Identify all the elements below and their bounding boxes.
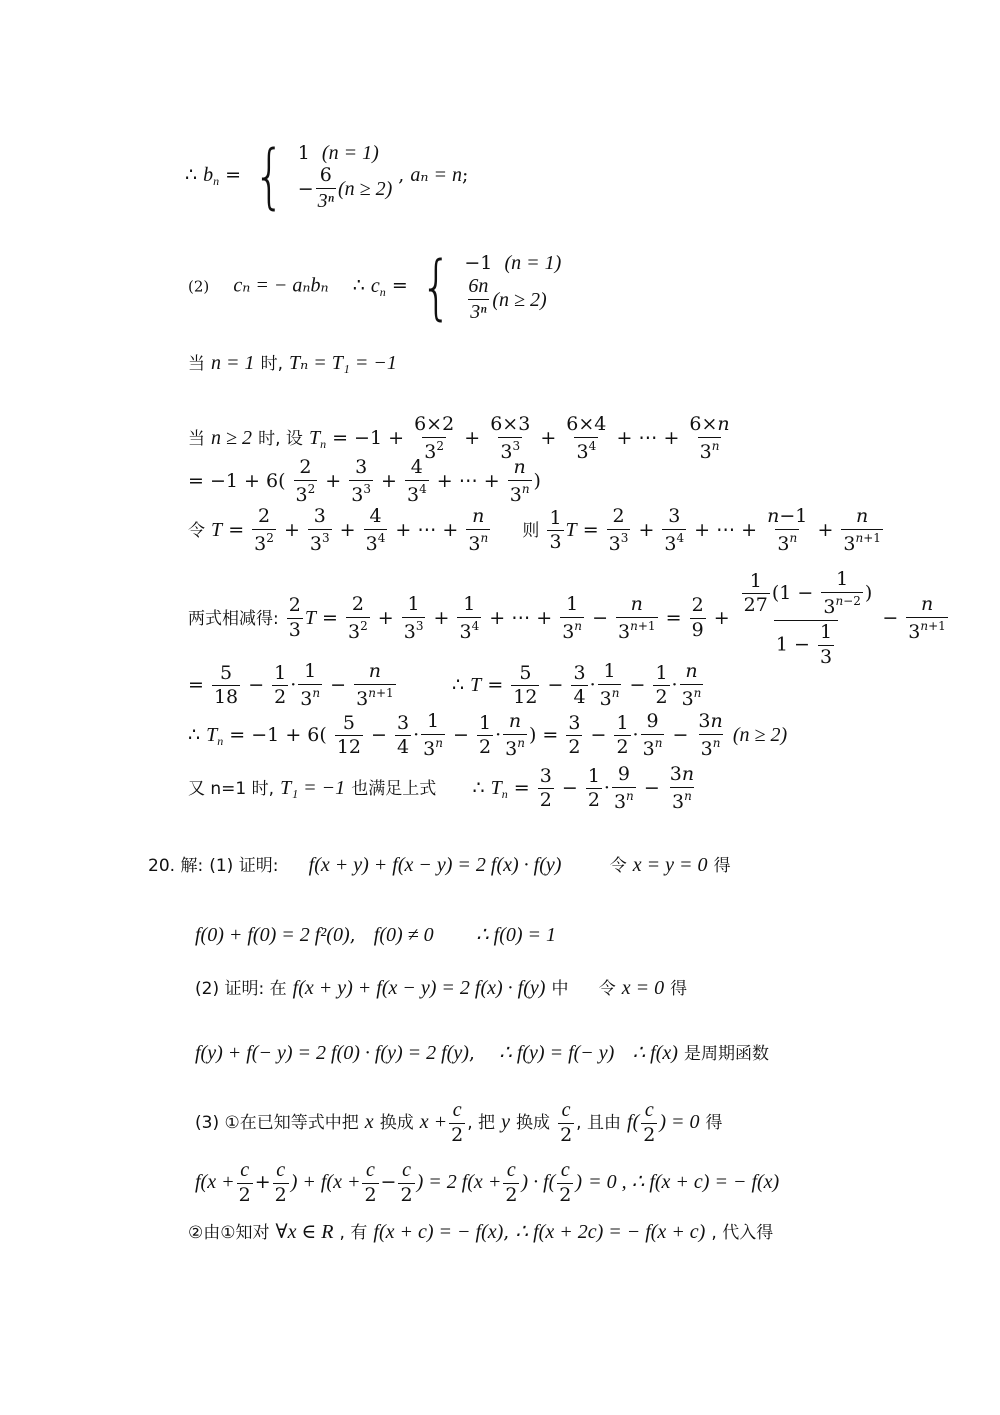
therefore-symbol: ∴ — [188, 723, 201, 746]
result-T-line: = $\frac{5}{18}$ − $\frac{1}{2}$ · $\frac{1}{3^n}$ − $\frac{n}{3^{n+1}}$ ∴ T = $\frac{5}{12}$ − $\frac{3}{4}$ · $\frac{1}{3^n}$ − $\frac{1}{2}$ · $\frac{n}{3^n}$ — [188, 660, 702, 710]
c-case1-cond: (n = 1) — [504, 252, 562, 274]
let-text: 令 — [188, 520, 205, 541]
q20-part3-to2: 换成 — [516, 1112, 551, 1133]
q20-line2-b: f(0) ≠ 0 — [373, 924, 434, 946]
q20-part2-get: 得 — [670, 979, 688, 999]
subtract-line: 两式相减得: $\frac{2}{3}$ T = $\frac{2}{3^2}$ + $\frac{1}{3^3}$ + $\frac{1}{3^4}$ + ⋯ + $\frac{1}{3^n}$ − $\frac{n}{3^{n+1}}$ = $\frac{2}{9}$ + $\frac{1}{27}$ (1 − $\frac{1}{3^{n-2}}$ ) 1 − $\frac{1}{3}$ − $\frac{n}{3^{n+1}}$ — [188, 568, 946, 668]
c-cases — [464, 250, 561, 323]
brace-icon: { — [420, 245, 452, 328]
b-case2-den: 3ⁿ — [317, 189, 334, 212]
c-case1: −1 — [464, 251, 493, 274]
b-definition: ∴ $b_n$ = { 1 (n = 1) − $\frac{6}{\text{3ⁿ}}$ (n ≥ 2) , aₙ = n; — [185, 134, 469, 217]
q20-part2-let: 令 — [598, 979, 616, 999]
when-text: 当 — [188, 354, 205, 374]
q20-line6: f(x + $\frac{c}{2}$ + $\frac{c}{2}$ ) + f(x + $\frac{c}{2}$ − $\frac{c}{2}$ ) = 2 f(x + $\frac{c}{2}$ ) · f( $\frac{c}{2}$ ) = 0 , ∴ f(x + c) = − f(x) — [195, 1159, 780, 1206]
brace-icon: { — [253, 134, 286, 217]
c-definition: (2) cₙ = − aₙbₙ ∴ $c_n$ = { −1 (n = 1) $\frac{6n}{\text{3ⁿ}}$ (n ≥ 2) — [188, 245, 562, 328]
when-n1-cond: n = 1 — [211, 352, 255, 374]
a-definition: aₙ = n — [410, 163, 462, 186]
q20-label: 20. 解: — [148, 856, 204, 876]
q20-equation: f(x + y) + f(x − y) = 2 f(x) · f(y) — [308, 854, 562, 876]
also-text: 又 n=1 时, — [188, 778, 275, 799]
sum-line-2: = −1 + 6( $\frac{2}{3^2}$ + $\frac{3}{3^3}$ + $\frac{4}{3^4}$ + ⋯ + $\frac{n}{3^n}$ ) — [188, 456, 541, 506]
also-t1: T₁ = −1 — [280, 776, 346, 799]
q20-line1 — [148, 855, 731, 875]
q20-part1: (1) 证明: — [209, 856, 279, 876]
when-n2-line: 当 n ≥ 2 时, 设 $T_n = -1$ + $\frac{6\times 2}{3^2}$ + $\frac{6\times 3}{3^3}$ + $\frac{6\times 4}{3^4}$ + ⋯ + $\frac{6\times n}{3^n}$ — [188, 413, 730, 463]
when-n1-tail: 时, — [260, 354, 283, 374]
q20-line4-tail: 是周期函数 — [683, 1044, 769, 1064]
let-T-line: 令 T = $\frac{2}{3^2}$ + $\frac{3}{3^3}$ + $\frac{4}{3^4}$ + ⋯ + $\frac{n}{3^n}$ 则 $\frac{1}{3}$ T = $\frac{2}{3^3}$ + $\frac{3}{3^4}$ + ⋯ + $\frac{n-1}{3^n}$ + $\frac{n}{3^{n+1}}$ — [188, 505, 881, 555]
b-case2-num: 6 — [319, 164, 332, 186]
result-Tn-line: ∴ $T_n = -1 + 6$( $\frac{5}{12}$ − $\frac{3}{4}$ · $\frac{1}{3^n}$ − $\frac{1}{2}$ · $\frac{n}{3^n}$ ) = $\frac{3}{2}$ − $\frac{1}{2}$ · $\frac{9}{3^n}$ − $\frac{3n}{3^n}$ (n ≥ 2) — [188, 710, 788, 760]
q20-part3-get: 得 — [705, 1112, 723, 1133]
q20-line4-a: f(y) + f(− y) = 2 f(0) · f(y) = 2 f(y) — [195, 1042, 469, 1064]
q20-equation: f(x + y) + f(x − y) = 2 f(x) · f(y) — [292, 977, 546, 999]
q20-part2-cond: x = 0 — [621, 977, 665, 999]
also-tail: 也满足上式 — [351, 778, 437, 799]
when-text: 当 — [188, 428, 205, 449]
then-text: 则 — [522, 520, 540, 541]
therefore-symbol: ∴ — [452, 673, 465, 696]
q20-line5: (3) ①在已知等式中把 x 换成 x + $\frac{c}{2}$ , 把 y 换成 $\frac{c}{2}$ , 且由 f( $\frac{c}{2}$ ) = 0 得 — [195, 1099, 723, 1146]
therefore-symbol: ∴ — [185, 163, 198, 186]
q20-line7-have: , 有 — [339, 1223, 368, 1243]
b-cases: 1 (n = 1) − $\frac{6}{\text{3ⁿ}}$ (n ≥ 2) — [297, 141, 393, 212]
q20-line7-forall: ∀x ∈ R — [275, 1221, 334, 1243]
when-n2-tail: 时, 设 — [258, 428, 303, 449]
q20-line2-a: f(0) + f(0) = 2 f²(0) — [195, 924, 350, 946]
q20-part2: (2) 证明: 在 — [195, 979, 287, 999]
when-n1-line — [188, 353, 397, 373]
q20-line3 — [195, 978, 687, 998]
q20-part3-y-pre: , 把 — [467, 1112, 496, 1133]
part2-label: (2) — [188, 277, 210, 296]
when-n1-formula: Tₙ = T₁ = −1 — [289, 352, 397, 374]
b-case1: 1 — [297, 141, 310, 164]
c-case2-num: 6n — [468, 275, 489, 297]
q20-part2-mid: 中 — [551, 979, 569, 999]
q20-line2-c: ∴ f(0) = 1 — [475, 924, 557, 946]
q20-line6-tail: = 0 , ∴ f(x + c) = − f(x) — [588, 1170, 780, 1193]
q20-line7-pre: ②由①知对 — [188, 1223, 270, 1243]
q20-part3-to: 换成 — [379, 1112, 414, 1133]
q20-line4-b: ∴ f(y) = f(− y) — [499, 1042, 615, 1064]
c-case2-cond: (n ≥ 2) — [492, 288, 547, 311]
q20-let-cond: x = y = 0 — [632, 854, 708, 876]
q20-part3-x: x — [364, 1110, 374, 1133]
also-line: 又 n=1 时, T₁ = −1 也满足上式 ∴ $T_n$ = $\frac{3}{2}$ − $\frac{1}{2}$ · $\frac{9}{3^n}$ − $\frac{3n}{3^n}$ — [188, 763, 695, 813]
when-n2-cond: n ≥ 2 — [211, 426, 253, 449]
q20-let: 令 — [609, 856, 627, 876]
q20-line4: f(y) + f(− y) = 2 f(0) · f(y) = 2 f(y), ∴ f(y) = f(− y) ∴ f(x) 是周期函数 — [195, 1042, 769, 1064]
b-case2-cond: (n ≥ 2) — [337, 177, 393, 200]
subtract-text: 两式相减得: — [188, 608, 279, 629]
q20-line7-tail: , 代入得 — [711, 1223, 774, 1243]
b-case1-cond: (n = 1) — [321, 142, 379, 164]
c-relation: cₙ = − aₙbₙ — [233, 274, 329, 297]
sum-prefix: = −1 + 6 — [188, 469, 279, 492]
q20-part3-y: y — [501, 1110, 510, 1133]
q20-part3: (3) ①在已知等式中把 — [195, 1112, 359, 1133]
c-case2-den: 3ⁿ — [470, 301, 487, 323]
q20-get: 得 — [713, 856, 731, 876]
q20-line2: f(0) + f(0) = 2 f²(0), f(0) ≠ 0 ∴ f(0) = 1 — [195, 924, 557, 946]
q20-line7-eq1: f(x + c) = − f(x) — [373, 1221, 504, 1243]
q20-line7: ②由①知对 ∀x ∈ R , 有 f(x + c) = − f(x), ∴ f(x + 2c) = − f(x + c) , 代入得 — [188, 1221, 774, 1243]
q20-line4-c: ∴ f(x) — [632, 1042, 678, 1064]
q20-line7-eq2: ∴ f(x + 2c) = − f(x + c) — [515, 1221, 706, 1243]
q20-part3-and: , 且由 — [576, 1112, 621, 1133]
